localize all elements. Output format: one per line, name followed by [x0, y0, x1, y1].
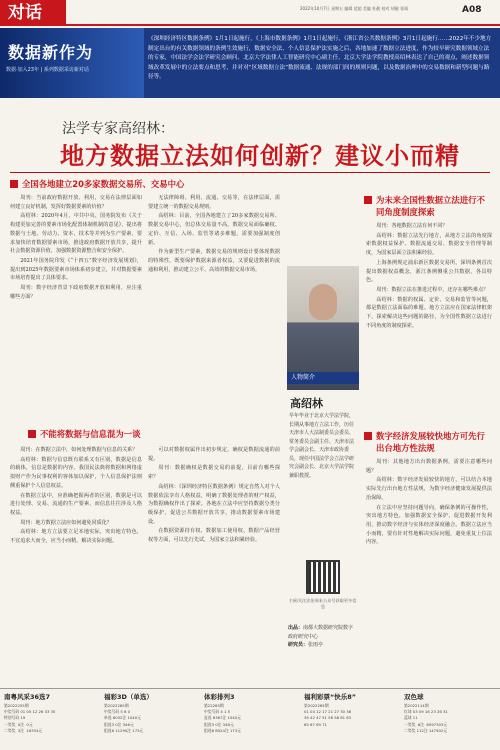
section-heading-3: 为未来全国性数据立法进行不同角度制度探索	[364, 194, 492, 218]
masthead-rule	[66, 24, 500, 26]
banner-title: 数据新作为	[8, 43, 94, 62]
bio-name: 高绍林	[290, 397, 323, 410]
article-column-2a: 周刊：在数据立法中，如何处理数据与信息的关系？ 高绍林：数据与信息既有联系又有区别，数据是信息的载体，信息是数据的内容。我国民法典将数据和网络虚拟财产作为民事权利的客体加以保护，个人信息保护法则侧重保护个人信息权益。 在数据立法中，应准确把握两者的区别，数据是可以进行处理、交易、流通的生产要素，而信息往往涉及人格权益。 周刊：地方数据立法应如何避免同质化？ 高绍林：地方立法要立足本地实际，突出地方特色，不宜追求大而全，应当小而精，解决实际问题。	[10, 447, 142, 545]
section-heading-4: 数字经济发展较快地方可先行出台地方性法规	[364, 430, 492, 454]
headline: 地方数据立法如何创新？建议小而精	[60, 142, 460, 170]
portrait-head	[309, 284, 337, 320]
section-marker-icon	[364, 432, 372, 440]
bio-text: 早年毕业于北京大学法学院，长期从事地方立法工作，历任天津市人大法制委员会委员、常务委员会副主任、天津市法学会副会长、天津市政协委员，现任中国法学会立法学研究会副会长、北京大学法学院兼职教授。	[289, 413, 355, 479]
article-column-3b: 周刊：其他地方出台数据条例，需要注意哪些问题？ 高绍林：数字经济发展较快的地方，可以结合本地实际先行出台地方性法规，为数字经济健康发展提供法治保障。 在立法中应坚持问题导向，确保条例的可操作性，突出地方特色，加强数据安全保护，促进数据开发利用，推动数字经济与实体经济深度融合。数据立法应当小而精，要有针对性地解决实际问题，避免重复上位法内容。	[366, 459, 492, 546]
banner-subtitle: 数据·加入23年 | 系列数据采访新对话	[6, 67, 89, 73]
article-column-1a: 周刊：当前政府数据开放、利用，交易在法律层面如何建立良好机制，发挥好数据要素的价值？ 高绍林：2020年4月，中共中央、国务院发布《关于构建更加完善的要素市场化配置体制机制的意见》，提出将数据与土地、劳动力、资本、技术等并列为生产要素，要求加快培育数据要素市场，推进政府数据开放共享，提升社会数据资源价值，加强数据资源整合和安全保护。 2021年国务院印发《“十四五”数字经济发展规划》，提出到2025年数据要素市场体系初步建立，并对数据要素市场培育提出了具体要求。 周刊：数字经济背景下政府数据开放和利用，应注重哪些方面？	[10, 195, 142, 300]
section-marker-icon	[28, 430, 36, 438]
intro-banner	[0, 28, 500, 98]
lottery-block: 体彩排列3 第22265期 中奖号码 4 1 5 直选 6367注 1040元 组选3 0注 346元 组选6 8024注 173元	[204, 693, 241, 733]
article-column-2b: 可以对数据权属作出初步规定，确权是数据流通的前提。 周刊：数据确权是数据交易的前提，目前有哪些探索？ 高绍林：《深圳经济特区数据条例》规定自然人对个人数据依法享有人格权益，明确了数据处理者的财产权益，为数据确权作出了探索。各地在立法中应坚持数据分类分级保护，促进公共数据开放共享，推动数据要素市场建设。 在数据资源持有权、数据加工使用权、数据产品经营权等方面，可以先行先试，为国家立法积累经验。	[148, 447, 280, 544]
section-tag: 对话	[0, 0, 66, 26]
section-heading-2: 不能将数据与信息混为一谈	[28, 428, 278, 440]
banner-intro-text: 《深圳经济特区数据条例》1月1日起施行，《上海市数据条例》1月1日起施行，《浙江省公共数据条例》3月1日起施行……2022年不少地方制定出台的有关数据领域的条例生效施行，数据安全法、个人信息保护法实施之后，各地加速了数据立法进度，作为较早研究数据领域立法的专家，中国法学会法学研究会顾问、北京大学法律人工智能研究中心副主任、北京大学法学院教授高绍林表达了自己的观点，阐述数据领域改革发展中的立法要点和思考，并对对“区域数据立法”数据流通、法规的部门间的规则问题，以及数据治理中的交易数据和新型问题与路径等。	[148, 36, 492, 81]
lottery-block: 南粤风采36选7 第2022255期 中奖号码 01 05 12 26 33 35 特别号码 19 一等奖 0注 0元 二等奖 3注 16334元	[4, 693, 56, 733]
date-line: 2022年10月7日 星期五 编辑 范超 美编 杜靓 校对 胡靓 张靖	[300, 6, 408, 11]
qr-code-icon[interactable]	[306, 560, 340, 594]
lottery-block: 福利彩票“快乐8” 第2022265期 01 04 12 17 21 27 30 38 39 42 47 51 56 58 61 63 65 67 69 71	[304, 693, 357, 727]
lottery-block: 福彩3D（单选） 第2022265期 中奖号码 5 8 0 单选 6032注 1040元 组选3 0注 346元 组选6 11290注 173元	[104, 693, 153, 733]
banner-logo-panel	[0, 28, 144, 98]
headline-rule	[10, 172, 490, 173]
credit-box: 出品：南都大数据研究院数字政府研究中心 研究员：张雨亭	[288, 625, 354, 648]
article-column-3a: 周刊：各地数据立法有何不同？ 高绍林：数据立法先行地方，从地方立法的角度探索数据权益保护、数据流通交易、数据安全管理等制度，为国家层面立法积累经验。 上海条例规定浦东新区数据交易所，深圳条例首次提出数据权益概念，浙江条例侧重公共数据，各具特色。 周刊：数据立法在推进过程中，还存在哪些难点？ 高绍林：数据的权属、定价、交易和监管等问题，都是数据立法面临的难题。地方立法应在国家法律框架下，探索解决这些问题的路径，为全国性数据立法进行不同角度的制度探索。	[366, 223, 492, 329]
kicker: 法学专家高绍林：	[62, 121, 174, 137]
page-label: A08	[462, 5, 482, 15]
qr-caption: 扫码关注法治周末公众号获取更多信息	[289, 598, 357, 609]
portrait-photo	[287, 266, 359, 390]
section-heading-1: 全国各地建立20多家数据交易所、交易中心	[10, 178, 280, 190]
masthead	[0, 0, 500, 26]
article-column-1b: 无法律障碍、利用、流通、交易等，在法律层面，需要建立统一的数据交易规则。 高绍林：目前，全国各地建立了20多家数据交易所、数据交易中心，但总体交易量不高。数据交易面临确权、定价、互信、入场、监管等诸多难题，需要加强制度创新。 作为新型生产要素，数据交易的规则设计要体现数据的特殊性，既要保护数据来源者权益，又要促进数据的流通和利用，推动建立公平、高效的数据交易市场。	[148, 195, 280, 273]
profile-tag: 人物简介	[287, 372, 359, 384]
section-marker-icon	[364, 196, 372, 204]
section-marker-icon	[10, 180, 18, 188]
lottery-block: 双色球 第2022114期 红球 03 09 16 23 26 31 蓝球 11 一等奖 6注 6597303元 二等奖 112注 147502元	[404, 693, 448, 733]
